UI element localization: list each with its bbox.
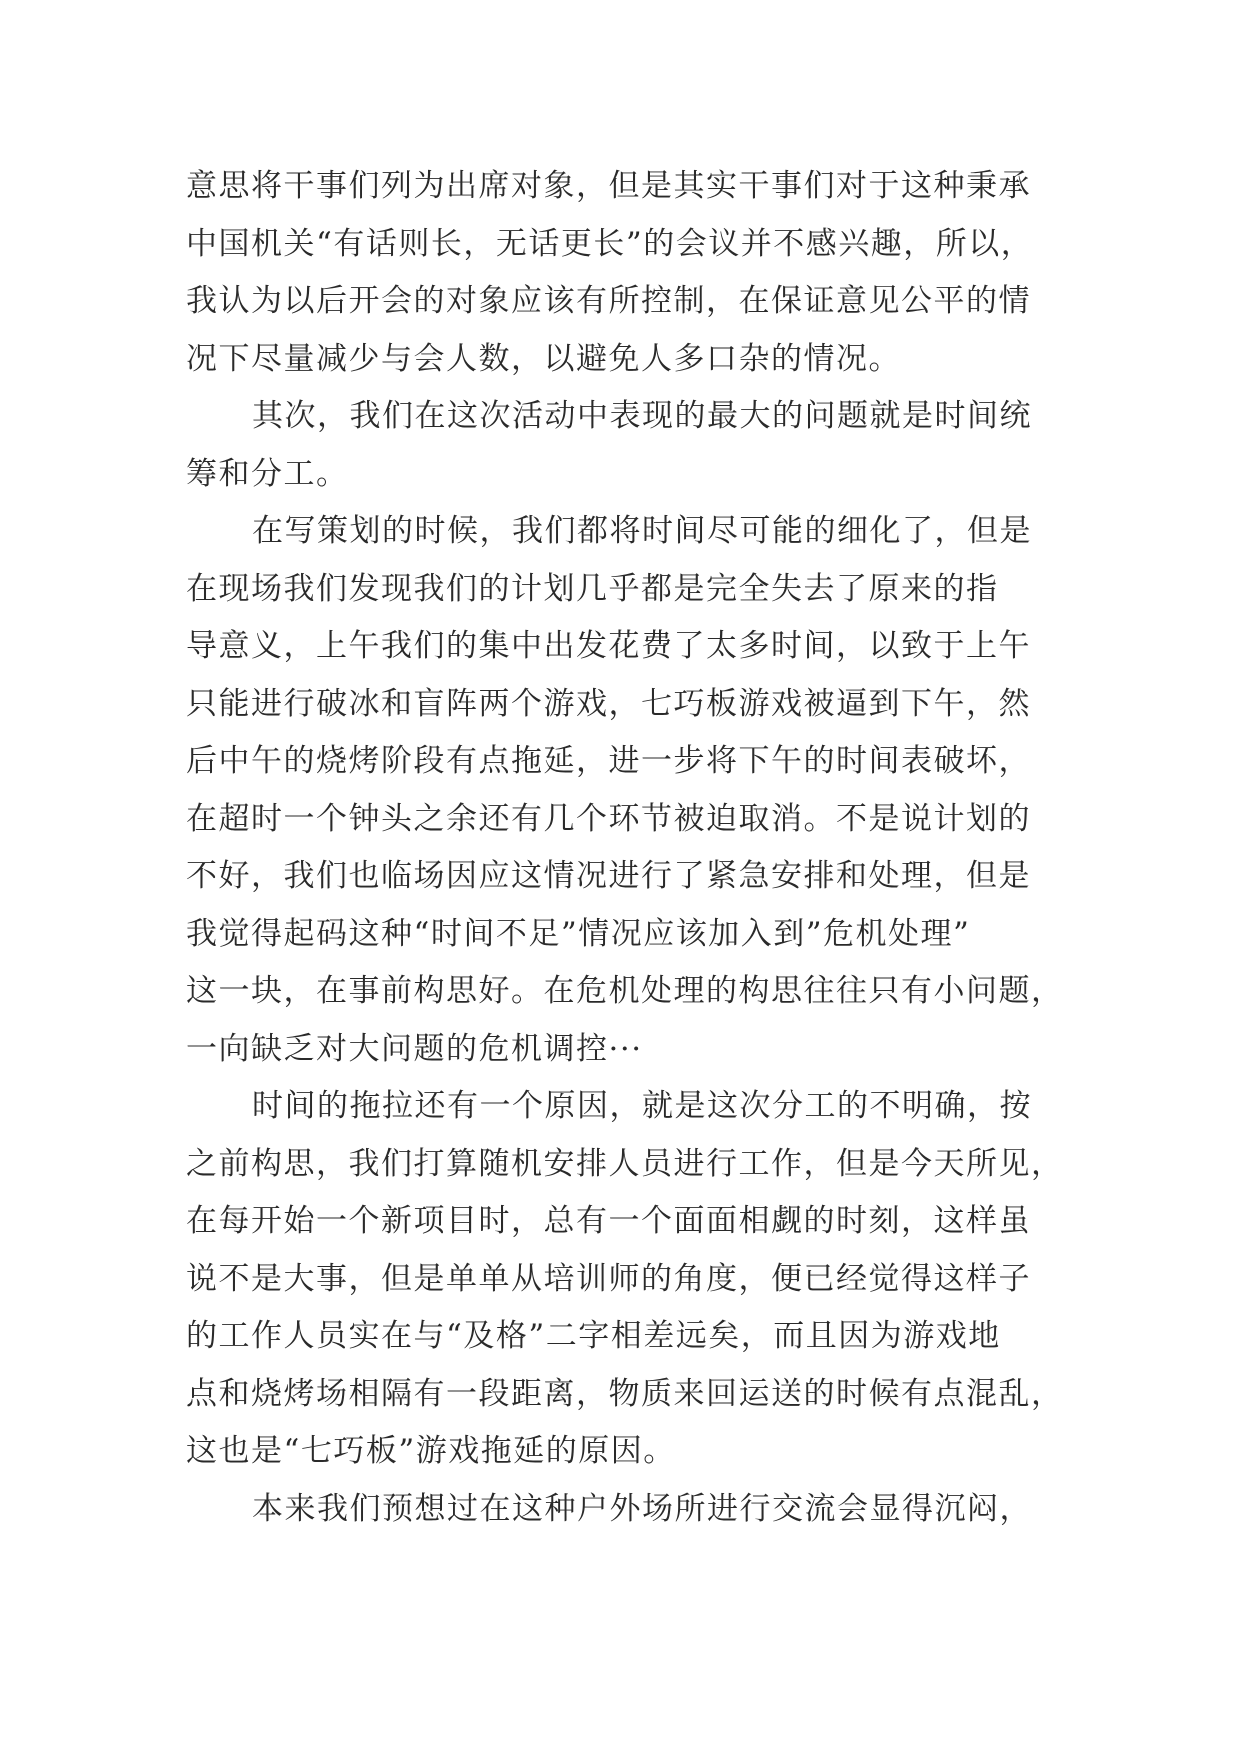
text-line: 时间的拖拉还有一个原因，就是这次分工的不明确，按	[252, 1088, 1032, 1124]
paragraph-5	[186, 1481, 1054, 1539]
paragraph-2	[186, 388, 1054, 503]
paragraph-1	[186, 158, 1054, 388]
text-line: 的工作人员实在与“及格”二字相差远矣，而且因为游戏地	[186, 1318, 1001, 1354]
document-body	[186, 158, 1064, 1538]
paragraph-4	[186, 1078, 1064, 1481]
text-line: 不好，我们也临场因应这情况进行了紧急安排和处理，但是	[186, 858, 1031, 894]
text-line: 一向缺乏对大问题的危机调控···	[186, 1030, 643, 1067]
paragraph-3	[186, 503, 1064, 1078]
text-line: 其次，我们在这次活动中表现的最大的问题就是时间统	[252, 398, 1032, 434]
text-line: 况下尽量减少与会人数，以避免人多口杂的情况。	[186, 340, 901, 377]
text-line: 导意义，上午我们的集中出发花费了太多时间，以致于上午	[186, 628, 1031, 664]
text-line: 意思将干事们列为出席对象，但是其实干事们对于这种秉承	[186, 168, 1031, 204]
text-line: 这也是“七巧板”游戏拖延的原因。	[186, 1433, 676, 1469]
text-line: 本来我们预想过在这种户外场所进行交流会显得沉闷，	[252, 1490, 1032, 1527]
text-line: 在写策划的时候，我们都将时间尽可能的细化了，但是	[252, 513, 1032, 549]
text-line: 中国机关“有话则长，无话更长”的会议并不感兴趣，所以，	[186, 225, 1034, 262]
text-line: 只能进行破冰和盲阵两个游戏，七巧板游戏被逼到下午，然	[186, 685, 1031, 722]
text-line: 后中午的烧烤阶段有点拖延，进一步将下午的时间表破坏，	[186, 743, 1031, 779]
text-line: 这一块，在事前构思好。在危机处理的构思往往只有小问题，	[186, 973, 1064, 1009]
text-line: 说不是大事，但是单单从培训师的角度，便已经觉得这样子	[186, 1260, 1031, 1297]
text-line: 之前构思，我们打算随机安排人员进行工作，但是今天所见，	[186, 1145, 1064, 1182]
text-line: 点和烧烤场相隔有一段距离，物质来回运送的时候有点混乱，	[186, 1375, 1064, 1412]
text-line: 我认为以后开会的对象应该有所控制，在保证意见公平的情	[186, 283, 1031, 319]
text-line: 在超时一个钟头之余还有几个环节被迫取消。不是说计划的	[186, 800, 1031, 837]
text-line: 筹和分工。	[186, 455, 349, 492]
text-line: 在现场我们发现我们的计划几乎都是完全失去了原来的指	[186, 570, 999, 607]
text-line: 在每开始一个新项目时，总有一个面面相觑的时刻，这样虽	[186, 1203, 1031, 1239]
text-line: 我觉得起码这种“时间不足”情况应该加入到”危机处理”	[186, 915, 971, 952]
